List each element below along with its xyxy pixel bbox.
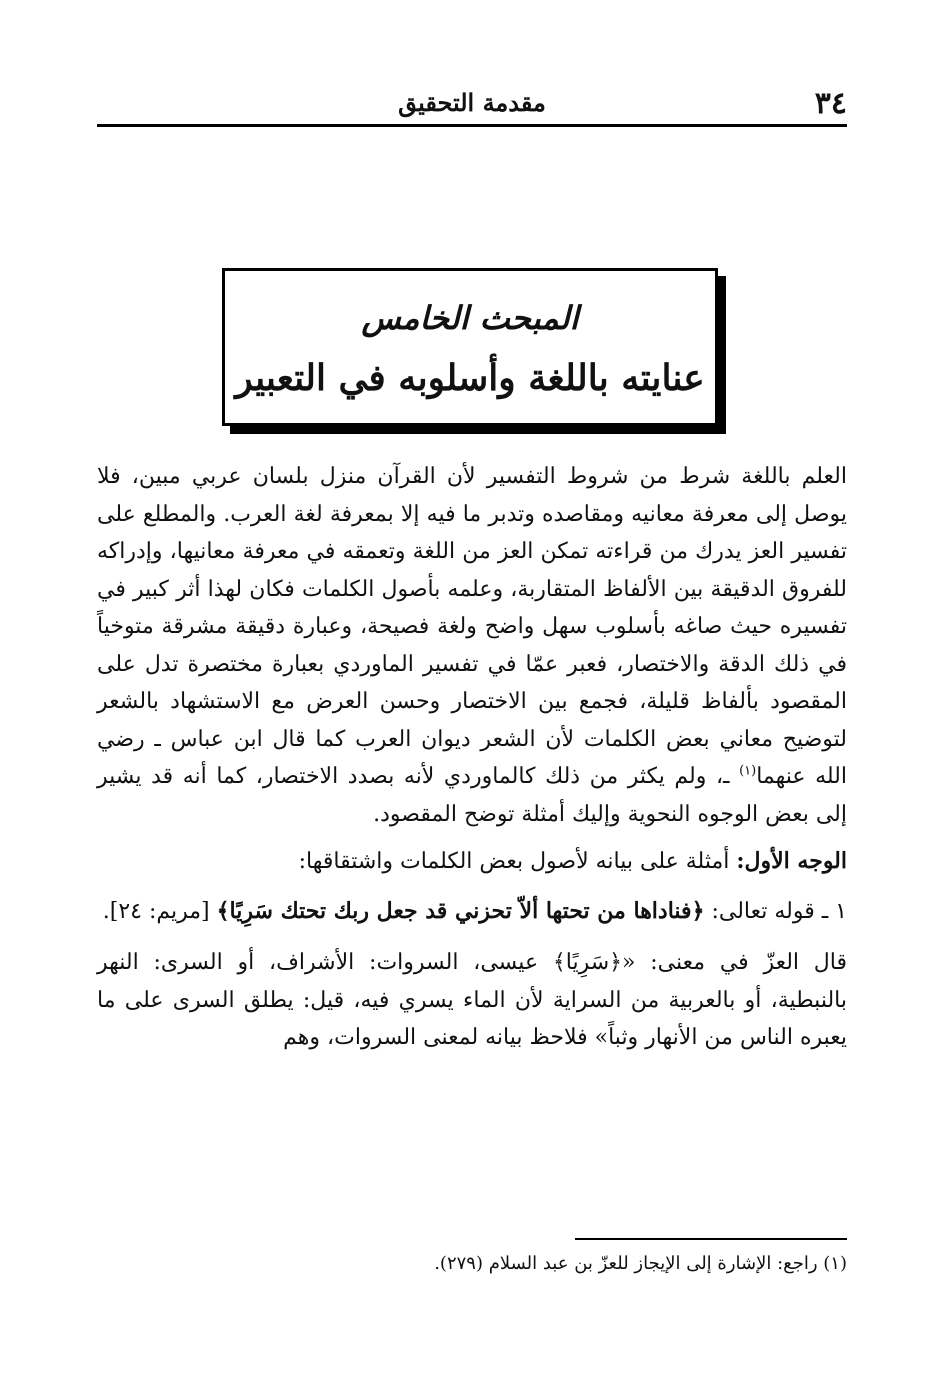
- intro-text-part2: ـ، ولم يكثر من ذلك كالماوردي لأنه بصدد الاختصار، كما أنه قد يشير إلى بعض الوجوه النحوية وإليك أمثلة توضح المقصود.: [97, 764, 847, 827]
- chapter-number-title: المبحث الخامس: [361, 299, 579, 337]
- verse-reference: [مريم: ٢٤].: [102, 898, 217, 924]
- section-label: الوجه الأول:: [736, 848, 847, 874]
- section-heading: [97, 843, 847, 881]
- quote-paragraph: قال العزّ في معنى: «﴿سَرِيًا﴾ عيسى، السروات: الأشراف، أو السرى: النهر بالنبطية، أو بالعربية من السراية لأن الماء يسري فيه، قيل: يطلق السرى على ما يعبره الناس من الأنهار وثباً» فلاحظ بيانه لمعنى السروات، وهم: [97, 950, 847, 1050]
- chapter-title: عنايته باللغة وأسلوبه في التعبير: [235, 357, 705, 399]
- section-text: أمثلة على بيانه لأصول بعض الكلمات واشتقاقها:: [298, 849, 737, 874]
- example-1: [97, 893, 847, 931]
- running-title: مقدمة التحقيق: [398, 88, 546, 117]
- body-text: [97, 458, 847, 1057]
- intro-paragraph: [97, 458, 847, 833]
- footnote-marker: (١): [739, 763, 757, 779]
- footnote-separator: [575, 1238, 847, 1240]
- chapter-heading-box: [222, 268, 718, 426]
- example-number: ١ ـ قوله تعالى:: [704, 898, 847, 924]
- page-number: ٣٤: [814, 86, 847, 121]
- footnote: (١) راجع: الإشارة إلى الإيجاز للعزّ بن عبد السلام (٢٧٩).: [434, 1253, 847, 1274]
- quran-verse: ﴿فناداها من تحتها ألاّ تحزني قد جعل ربك تحتك سَرِيًا﴾: [216, 897, 705, 924]
- intro-text-part1: العلم باللغة شرط من شروط التفسير لأن القرآن منزل بلسان عربي مبين، فلا يوصل إلى معرفة معانيه ومقاصده وتدبر ما فيه إلا بمعرفة لغة العرب. والمطلع على تفسير العز يدرك من قراءته تمكن العز من اللغة وتعمقه في معرفة معانيها، وإدراكه للفروق الدقيقة بين الألفاظ المتقاربة، وعلمه بأصول الكلمات فكان لهذا أثر كبير في تفسيره حيث صاغه بأسلوب سهل واضح ولغة فصيحة، وعبارة دقيقة مشرقة متوخياً في ذلك الدقة والاختصار، فعبر عمّا في تفسير الماوردي بعبارة مختصرة تدل على المقصود بألفاظ قليلة، فجمع بين الاختصار وحسن العرض مع الاستشهاد بالشعر لتوضيح معاني بعض الكلمات لأن الشعر ديوان العرب كما قال ابن عباس ـ رضي الله عنهما: [97, 464, 848, 789]
- page-header: [97, 80, 847, 127]
